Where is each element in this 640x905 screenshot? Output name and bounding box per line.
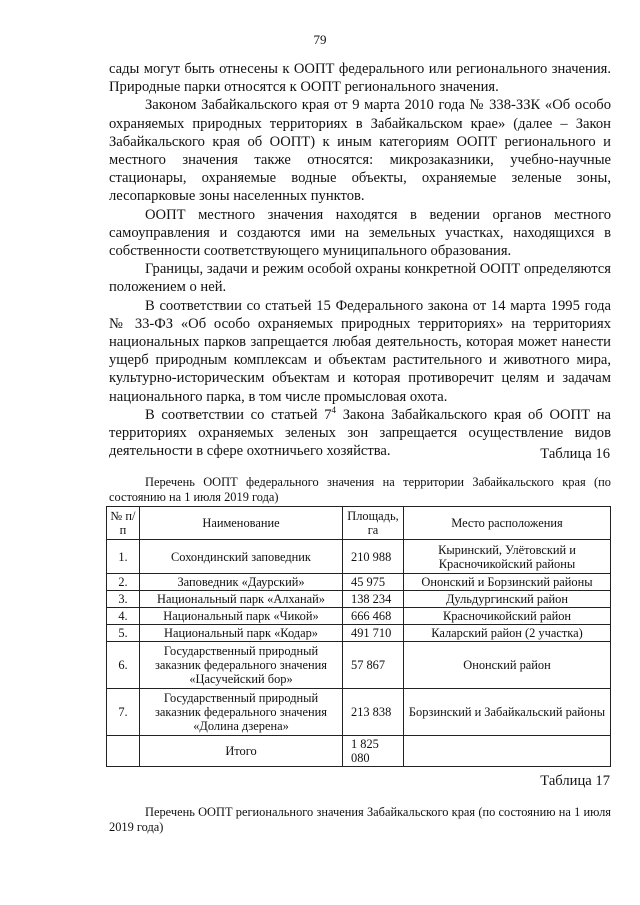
row-num: 6. — [107, 642, 140, 689]
row-num: 2. — [107, 574, 140, 591]
row-num: 1. — [107, 540, 140, 574]
total-num-cell — [107, 736, 140, 767]
row-area: 45 975 — [343, 574, 404, 591]
table-row — [107, 642, 611, 689]
row-area: 666 468 — [343, 608, 404, 625]
header-area: Площадь, га — [343, 507, 404, 540]
row-area: 138 234 — [343, 591, 404, 608]
paragraph-6-end: Закона Забайкальского края об ООПТ на территориях охраняемых зеленых зон запрещается осуществление видов деятельности в сфере охотничьего хозяйства. — [109, 406, 611, 460]
row-location: Красночикойский район — [404, 608, 611, 625]
table-row — [107, 540, 611, 574]
table-row — [107, 574, 611, 591]
row-location: Борзинский и Забайкальский районы — [404, 689, 611, 736]
table-total-row — [107, 736, 611, 767]
row-area: 213 838 — [343, 689, 404, 736]
row-area: 491 710 — [343, 625, 404, 642]
row-location: Ононский и Борзинский районы — [404, 574, 611, 591]
table-row — [107, 608, 611, 625]
row-name: Национальный парк «Алханай» — [140, 591, 343, 608]
paragraph-2: Законом Забайкальского края от 9 марта 2010 года № 338-ЗЗК «Об особо охраняемых природных территориях в Забайкальском крае» (далее – Закон Забайкальского края об ООПТ) к иным категориям ООПТ регионального и местного значения также относятся: микрозаказники, учебно-научные стационары, охраняемые водные объекты, охраняемые зеленые зоны, лесопарковые зоны населенных пунктов. — [109, 97, 611, 205]
row-location: Ононский район — [404, 642, 611, 689]
row-location: Каларский район (2 участка) — [404, 625, 611, 642]
paragraph-3: ООПТ местного значения находятся в ведении органов местного самоуправления и создаются ими на земельных участках, находящихся в собственности соответствующего муниципального образования. — [109, 206, 611, 260]
total-location-cell — [404, 736, 611, 767]
header-num: № п/п — [107, 507, 140, 540]
row-name: Сохондинский заповедник — [140, 540, 343, 574]
table-row — [107, 591, 611, 608]
body-text — [109, 60, 611, 460]
row-name: Национальный парк «Кодар» — [140, 625, 343, 642]
row-area: 57 867 — [343, 642, 404, 689]
paragraph-1: сады могут быть отнесены к ООПТ федерального или регионального значения. Природные парки относятся к ООПТ регионального значения. — [109, 61, 611, 96]
total-area: 1 825 080 — [343, 736, 404, 767]
page-number: 79 — [313, 32, 327, 47]
table-row — [107, 625, 611, 642]
row-name: Государственный природный заказник федерального значения «Долина дзерена» — [140, 689, 343, 736]
table-header-row — [107, 507, 611, 540]
row-name: Государственный природный заказник федерального значения «Цасучейский бор» — [140, 642, 343, 689]
table-16-caption: Перечень ООПТ федерального значения на территории Забайкальского края (по состоянию на 1 июля 2019 года) — [109, 475, 611, 504]
header-name: Наименование — [140, 507, 343, 540]
paragraph-4: Границы, задачи и режим особой охраны конкретной ООПТ определяются положением о ней. — [109, 261, 611, 296]
table-16 — [106, 506, 611, 767]
row-num: 5. — [107, 625, 140, 642]
table-17-label: Таблица 17 — [540, 773, 610, 789]
row-num: 4. — [107, 608, 140, 625]
header-location: Место расположения — [404, 507, 611, 540]
table-16-label: Таблица 16 — [540, 446, 610, 462]
row-name: Заповедник «Даурский» — [140, 574, 343, 591]
paragraph-6-start: В соответствии со статьей 7 — [145, 406, 332, 423]
row-location: Дульдургинский район — [404, 591, 611, 608]
total-label: Итого — [140, 736, 343, 767]
row-area: 210 988 — [343, 540, 404, 574]
row-location: Кыринский, Улётовский и Красночикойский районы — [404, 540, 611, 574]
table-17-caption: Перечень ООПТ регионального значения Забайкальского края (по состоянию на 1 июля 2019 года) — [109, 805, 611, 834]
article-superscript: 4 — [331, 405, 337, 415]
row-num: 3. — [107, 591, 140, 608]
table-row — [107, 689, 611, 736]
row-name: Национальный парк «Чикой» — [140, 608, 343, 625]
paragraph-5: В соответствии со статьей 15 Федерального закона от 14 марта 1995 года № 33-ФЗ «Об особо охраняемых природных территориях» на территориях национальных парков запрещается любая деятельность, которая может нанести ущерб природным комплексам и объектам растительного и животного мира, культурно-историческим объектам и которая противоречит целям и задачам национального парка, в том числе промысловая охота. — [109, 297, 611, 405]
paragraph-6 — [109, 406, 611, 461]
row-num: 7. — [107, 689, 140, 736]
